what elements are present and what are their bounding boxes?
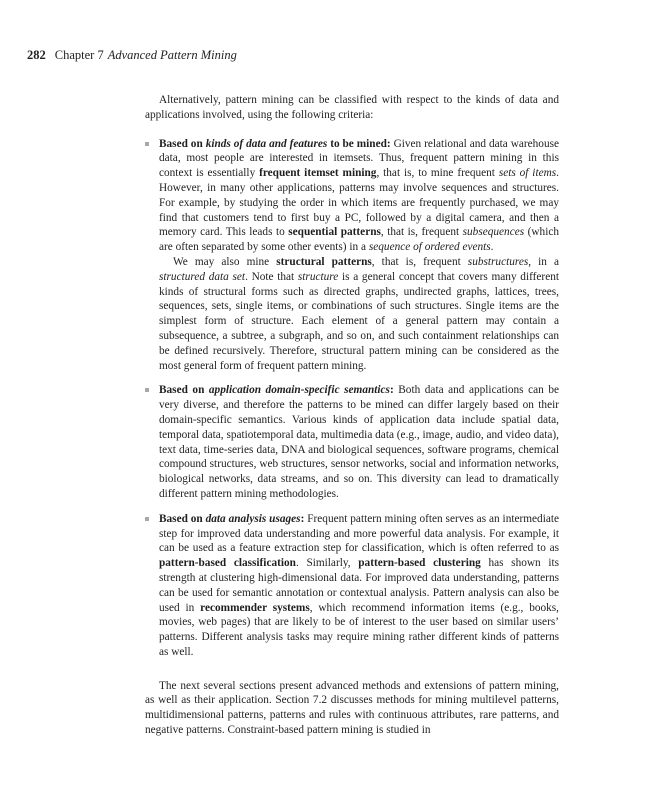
running-head xyxy=(27,48,237,63)
chapter-label: Chapter 7 xyxy=(54,48,104,62)
body-text xyxy=(145,93,559,738)
list-item-paragraph: Based on application domain-specific semantics: Both data and applications can be very diverse, and therefore the patterns to be mined can differ largely based on their domain-specific semantics. Various kinds of application data include spatial data, temporal data, spatiotemporal data, multimedia data (e.g., image, audio, and video data), text data, time-series data, DNA and biological sequences, software programs, chemical compound structures, web structures, sensor networks, social and information networks, biological networks, data streams, and so on. This diversity can lead to dramatically different pattern mining methodologies. xyxy=(159,384,559,500)
criterion-heading: Based on application domain-specific semantics: xyxy=(159,384,394,397)
list-item-paragraph: We may also mine structural patterns, that is, frequent substructures, in a structured data set. Note that structure is a general concept that covers many different kinds of structural forms such as directed graphs, undirected graphs, lattices, trees, sequences, sets, single items, or combinations of such structures. Single items are the simplest form of structure. Each element of a general pattern may contain a subsequence, a subtree, a subgraph, and so on, and such containment relationships can be defined recursively. Therefore, structural pattern mining can be considered as the most general form of frequent pattern mining. xyxy=(159,255,560,372)
criterion-heading: Based on data analysis usages: xyxy=(159,512,305,525)
list-item-data-features xyxy=(145,137,559,374)
chapter-title: Advanced Pattern Mining xyxy=(107,48,237,62)
list-item-paragraph: Based on data analysis usages: Frequent pattern mining often serves as an intermediate step for improved data understanding and more powerful data analysis. For example, it can be used as a feature extraction step for classification, which is often referred to as pattern-based classification. Similarly, pattern-based clustering has shown its strength at clustering high-dimensional data. For improved data understanding, patterns can be used for semantic annotation or contextual analysis. Pattern analysis can also be used in recommender systems, which recommend information items (e.g., books, movies, web pages) that are likely to be of interest to the user based on similar users’ patterns. Different analysis tasks may require mining rather different kinds of patterns as well. xyxy=(159,512,560,658)
criterion-heading: Based on kinds of data and features to be mined: xyxy=(159,137,391,150)
list-item-paragraph: Based on kinds of data and features to be mined: Given relational and data warehouse data, most people are interested in itemsets. Thus, frequent pattern mining in this context is essentially frequent itemset mining, that is, to mine frequent sets of items. However, in many other applications, patterns may involve sequences and structures. For example, by studying the order in which items are frequently purchased, we may find that customers tend to first buy a PC, followed by a digital camera, and then a memory card. This leads to sequential patterns, that is, frequent subsequences (which are often separated by some other events) in a sequence of ordered events. xyxy=(159,137,560,254)
closing-paragraph: The next several sections present advanced methods and extensions of pattern mining, as well as their application. Section 7.2 discusses methods for mining multilevel patterns, multidimensional patterns, patterns and rules with continuous attributes, rare patterns, and negative patterns. Constraint-based pattern mining is studied in xyxy=(145,679,559,737)
intro-paragraph: Alternatively, pattern mining can be classified with respect to the kinds of data and applications involved, using the following criteria: xyxy=(145,94,559,121)
page-number: 282 xyxy=(27,48,46,62)
list-item-analysis-usages xyxy=(145,512,559,660)
bullet-icon xyxy=(145,142,149,146)
list-item-domain-semantics xyxy=(145,383,559,501)
bullet-icon xyxy=(145,517,149,521)
criteria-list xyxy=(145,137,559,660)
bullet-icon xyxy=(145,388,149,392)
